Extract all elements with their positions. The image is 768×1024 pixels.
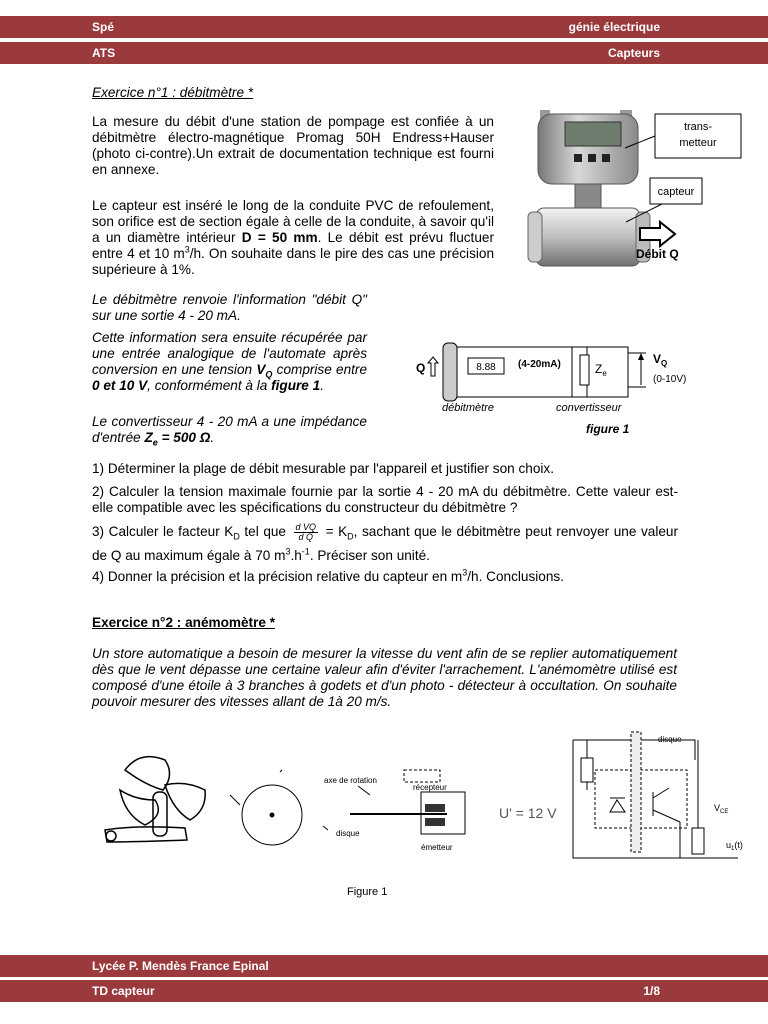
fig2-disque2: disque xyxy=(658,735,682,744)
header-band-top xyxy=(0,16,768,38)
header-subject: Spé xyxy=(92,20,115,34)
fig1-range: (0-10V) xyxy=(653,374,687,385)
header-discipline: génie électrique xyxy=(568,20,660,34)
label-transmetteur-2: metteur xyxy=(679,137,717,149)
exercise2-para1: Un store automatique a besoin de mesurer la vitesse du vent afin de se replier automatiquement dès que le vent dépasse une certaine valeur afin d'éviter l'arrachement. L'anémomètre utilisé est composé d'une étoile à 3 branches à godets et d'un photo - détecteur à occultation. On souhaite pouvoir mesurer des vitesses allant de 1à 20 m/s. xyxy=(92,646,677,709)
fig1-vq: $V_Q$ xyxy=(653,352,668,368)
fig2-caption: Figure 1 xyxy=(347,886,388,898)
footer-school: Lycée P. Mendès France Epinal xyxy=(92,959,269,973)
header-chapter: Capteurs xyxy=(607,46,660,60)
exercise1-para5: Le convertisseur 4 - 20 mA a une impédance d'entrée $Z_e = 500$ Ω. xyxy=(92,414,367,448)
fig1-q: Q xyxy=(416,361,426,375)
fig2-u1: $u_1(t)$ xyxy=(726,840,743,852)
gear-disc-icon xyxy=(242,785,302,845)
fig1-debitmetre: débitmètre xyxy=(442,402,494,414)
exercise1-title: Exercice n°1 : débitmètre * xyxy=(92,85,254,100)
fig2-emetteur: émetteur xyxy=(421,843,453,852)
question3: 3) Calculer le facteur $K_D$ tel que $\frac{\text{d VQ}}{\text{d Q}}$ = $K_D$, sachant que le débitmètre peut renvoyer une valeur de Q au maximum égale à 70 $m^3.h^{-1}$. Préciser son unité. xyxy=(92,521,678,563)
fig2-axe: axe de rotation xyxy=(324,776,377,785)
fig2-disque: disque xyxy=(336,829,360,838)
pipe-icon xyxy=(443,343,457,401)
fig1-display: 8.88 xyxy=(476,362,496,373)
up-arrow-icon xyxy=(428,357,438,376)
fig1-current: (4-20mA) xyxy=(518,359,561,370)
label-capteur: capteur xyxy=(657,186,695,198)
flowmeter-photo xyxy=(520,100,760,270)
header-band-bottom xyxy=(0,42,768,64)
anemometer-figure xyxy=(95,730,755,905)
header-class: ATS xyxy=(92,46,116,60)
fraction-dvq-dq: $\frac{\text{d VQ}}{\text{d Q}}$ xyxy=(295,521,317,542)
exercise1-para3: Le débitmètre renvoie l'information "débit Q" sur une sortie 4 - 20 mA. xyxy=(92,292,367,323)
anemometer-cups-icon xyxy=(105,757,205,842)
footer-band-bottom xyxy=(0,980,768,1002)
footer-band-top xyxy=(0,955,768,977)
fig2-vce: $V_{CE}$ xyxy=(714,803,729,815)
exercise2-title: Exercice n°2 : anémomètre * xyxy=(92,615,275,630)
question2: 2) Calculer la tension maximale fournie par la sortie 4 - 20 mA du débitmètre. Cette valeur est-elle compatible avec les spécifications du constructeur du débitmètre ? xyxy=(92,484,678,515)
exercise1-para4: Cette information sera ensuite récupérée par une entrée analogique de l'automate après conversion en une tension $V_Q$ comprise entre 0 et 10 V, conformément à la figure 1. xyxy=(92,330,367,393)
exercise1-para1: La mesure du débit d'une station de pompage est confiée à un débitmètre électro-magnétique Promag 50H Endress+Hauser (photo ci-contre).Un extrait de documentation technique est fourni en annexe. xyxy=(92,114,494,177)
fig1-convertisseur: convertisseur xyxy=(556,402,622,414)
label-transmetteur-1: trans- xyxy=(683,121,713,133)
fig1-caption: figure 1 xyxy=(586,422,630,436)
question4: 4) Donner la précision et la précision relative du capteur en $m^3/h$. Conclusions. xyxy=(92,567,564,584)
footer-doc: TD capteur xyxy=(92,984,155,998)
fig2-voltage: U' = 12 V xyxy=(499,805,557,821)
exercise1-para2: Le capteur est inséré le long de la conduite PVC de refoulement, son orifice est de section égale à celle de la conduite, à savoir qu'il a un diamètre intérieur D = 50 mm. Le débit est prévu fluctuer entre 4 et 10 $m^3/h$. On souhaite dans le pire des cas une précision supérieure à 1%. xyxy=(92,198,495,277)
fig1-ze: $Z_e$ xyxy=(595,362,607,378)
photodetector-circuit xyxy=(573,732,738,858)
footer-page: 1/8 xyxy=(643,984,660,998)
figure1-diagram xyxy=(410,335,710,445)
label-debit: Débit Q xyxy=(636,247,679,261)
fig2-recepteur: récepteur xyxy=(413,783,447,792)
question1: 1) Déterminer la plage de débit mesurable par l'appareil et justifier son choix. xyxy=(92,461,555,476)
